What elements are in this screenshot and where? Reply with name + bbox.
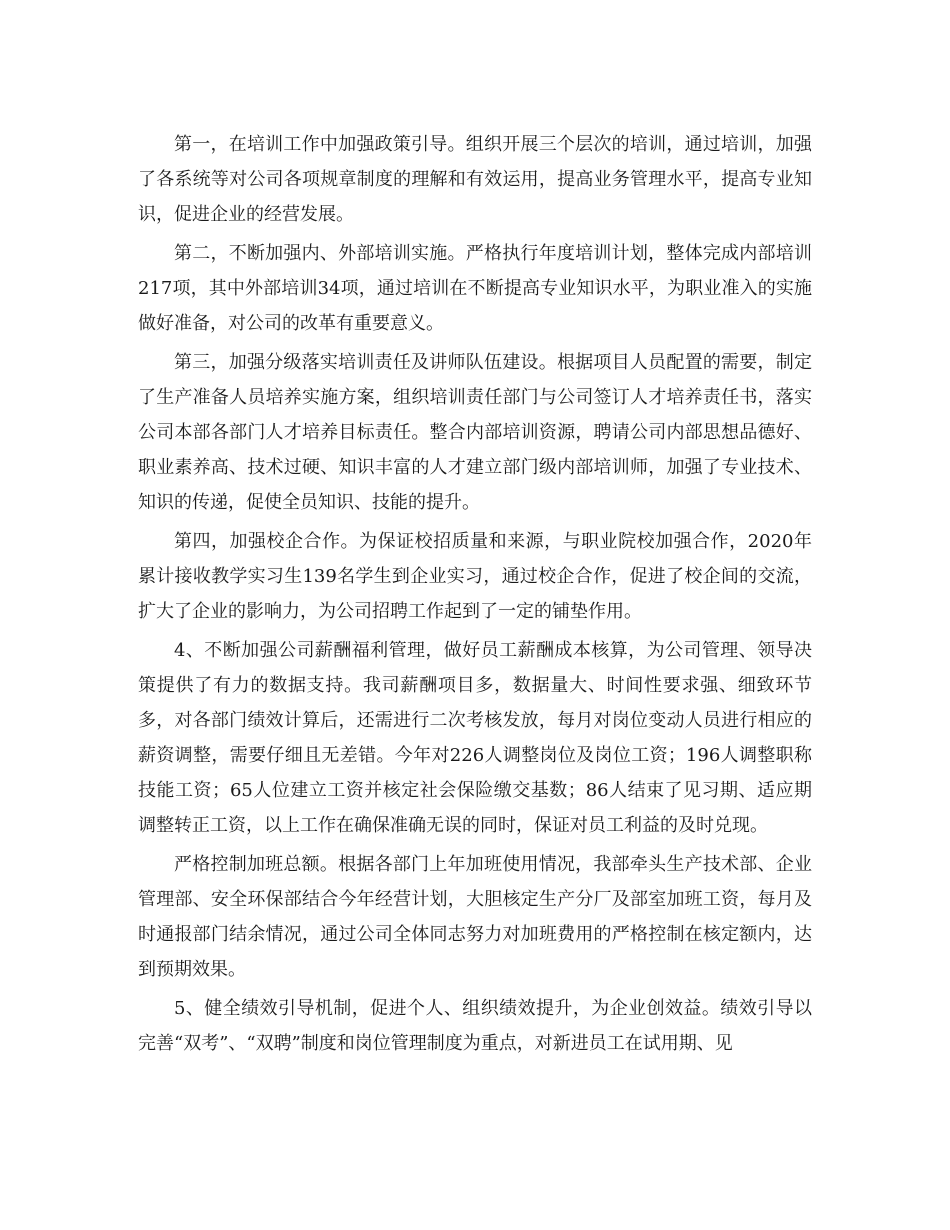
paragraph-performance: 5、健全绩效引导机制，促进个人、组织绩效提升，为企业创效益。绩效引导以完善“双考”、“双聘”制度和岗位管理制度为重点，对新进员工在试用期、见 xyxy=(138,998,812,1054)
paragraph-training-policy: 第一，在培训工作中加强政策引导。组织开展三个层次的培训，通过培训，加强了各系统等对公司各项规章制度的理解和有效运用，提高业务管理水平，提高专业知识，促进企业的经营发展。 xyxy=(138,134,812,225)
paragraph-trainer-team: 第三，加强分级落实培训责任及讲师队伍建设。根据项目人员配置的需要，制定了生产准备人员培养实施方案，组织培训责任部门与公司签订人才培养责任书，落实公司本部各部门人才培养目标责任。整合内部培训资源，聘请公司内部思想品德好、职业素养高、技术过硬、知识丰富的人才建立部门级内部培训师，加强了专业技术、知识的传递，促使全员知识、技能的提升。 xyxy=(138,352,812,513)
document-page xyxy=(138,127,812,1065)
paragraph-compensation: 4、不断加强公司薪酬福利管理，做好员工薪酬成本核算，为公司管理、领导决策提供了有力的数据支持。我司薪酬项目多，数据量大、时间性要求强、细致环节多，对各部门绩效计算后，还需进行二次考核发放，每月对岗位变动人员进行相应的薪资调整，需要仔细且无差错。今年对226人调整岗位及岗位工资；196人调整职称技能工资；65人位建立工资并核定社会保险缴交基数；86人结束了见习期、适应期调整转正工资，以上工作在确保准确无误的同时，保证对员工利益的及时兑现。 xyxy=(138,640,812,836)
paragraph-internal-external-training: 第二，不断加强内、外部培训实施。严格执行年度培训计划，整体完成内部培训217项，其中外部培训34项，通过培训在不断提高专业知识水平，为职业准入的实施做好准备，对公司的改革有重要意义。 xyxy=(138,243,812,334)
paragraph-school-enterprise: 第四，加强校企合作。为保证校招质量和来源，与职业院校加强合作，2020年累计接收教学实习生139名学生到企业实习，通过校企合作，促进了校企间的交流，扩大了企业的影响力，为公司招聘工作起到了一定的铺垫作用。 xyxy=(138,531,812,622)
paragraph-overtime-control: 严格控制加班总额。根据各部门上年加班使用情况，我部牵头生产技术部、企业管理部、安全环保部结合今年经营计划，大胆核定生产分厂及部室加班工资，每月及时通报部门结余情况，通过公司全体同志努力对加班费用的严格控制在核定额内，达到预期效果。 xyxy=(138,854,812,980)
